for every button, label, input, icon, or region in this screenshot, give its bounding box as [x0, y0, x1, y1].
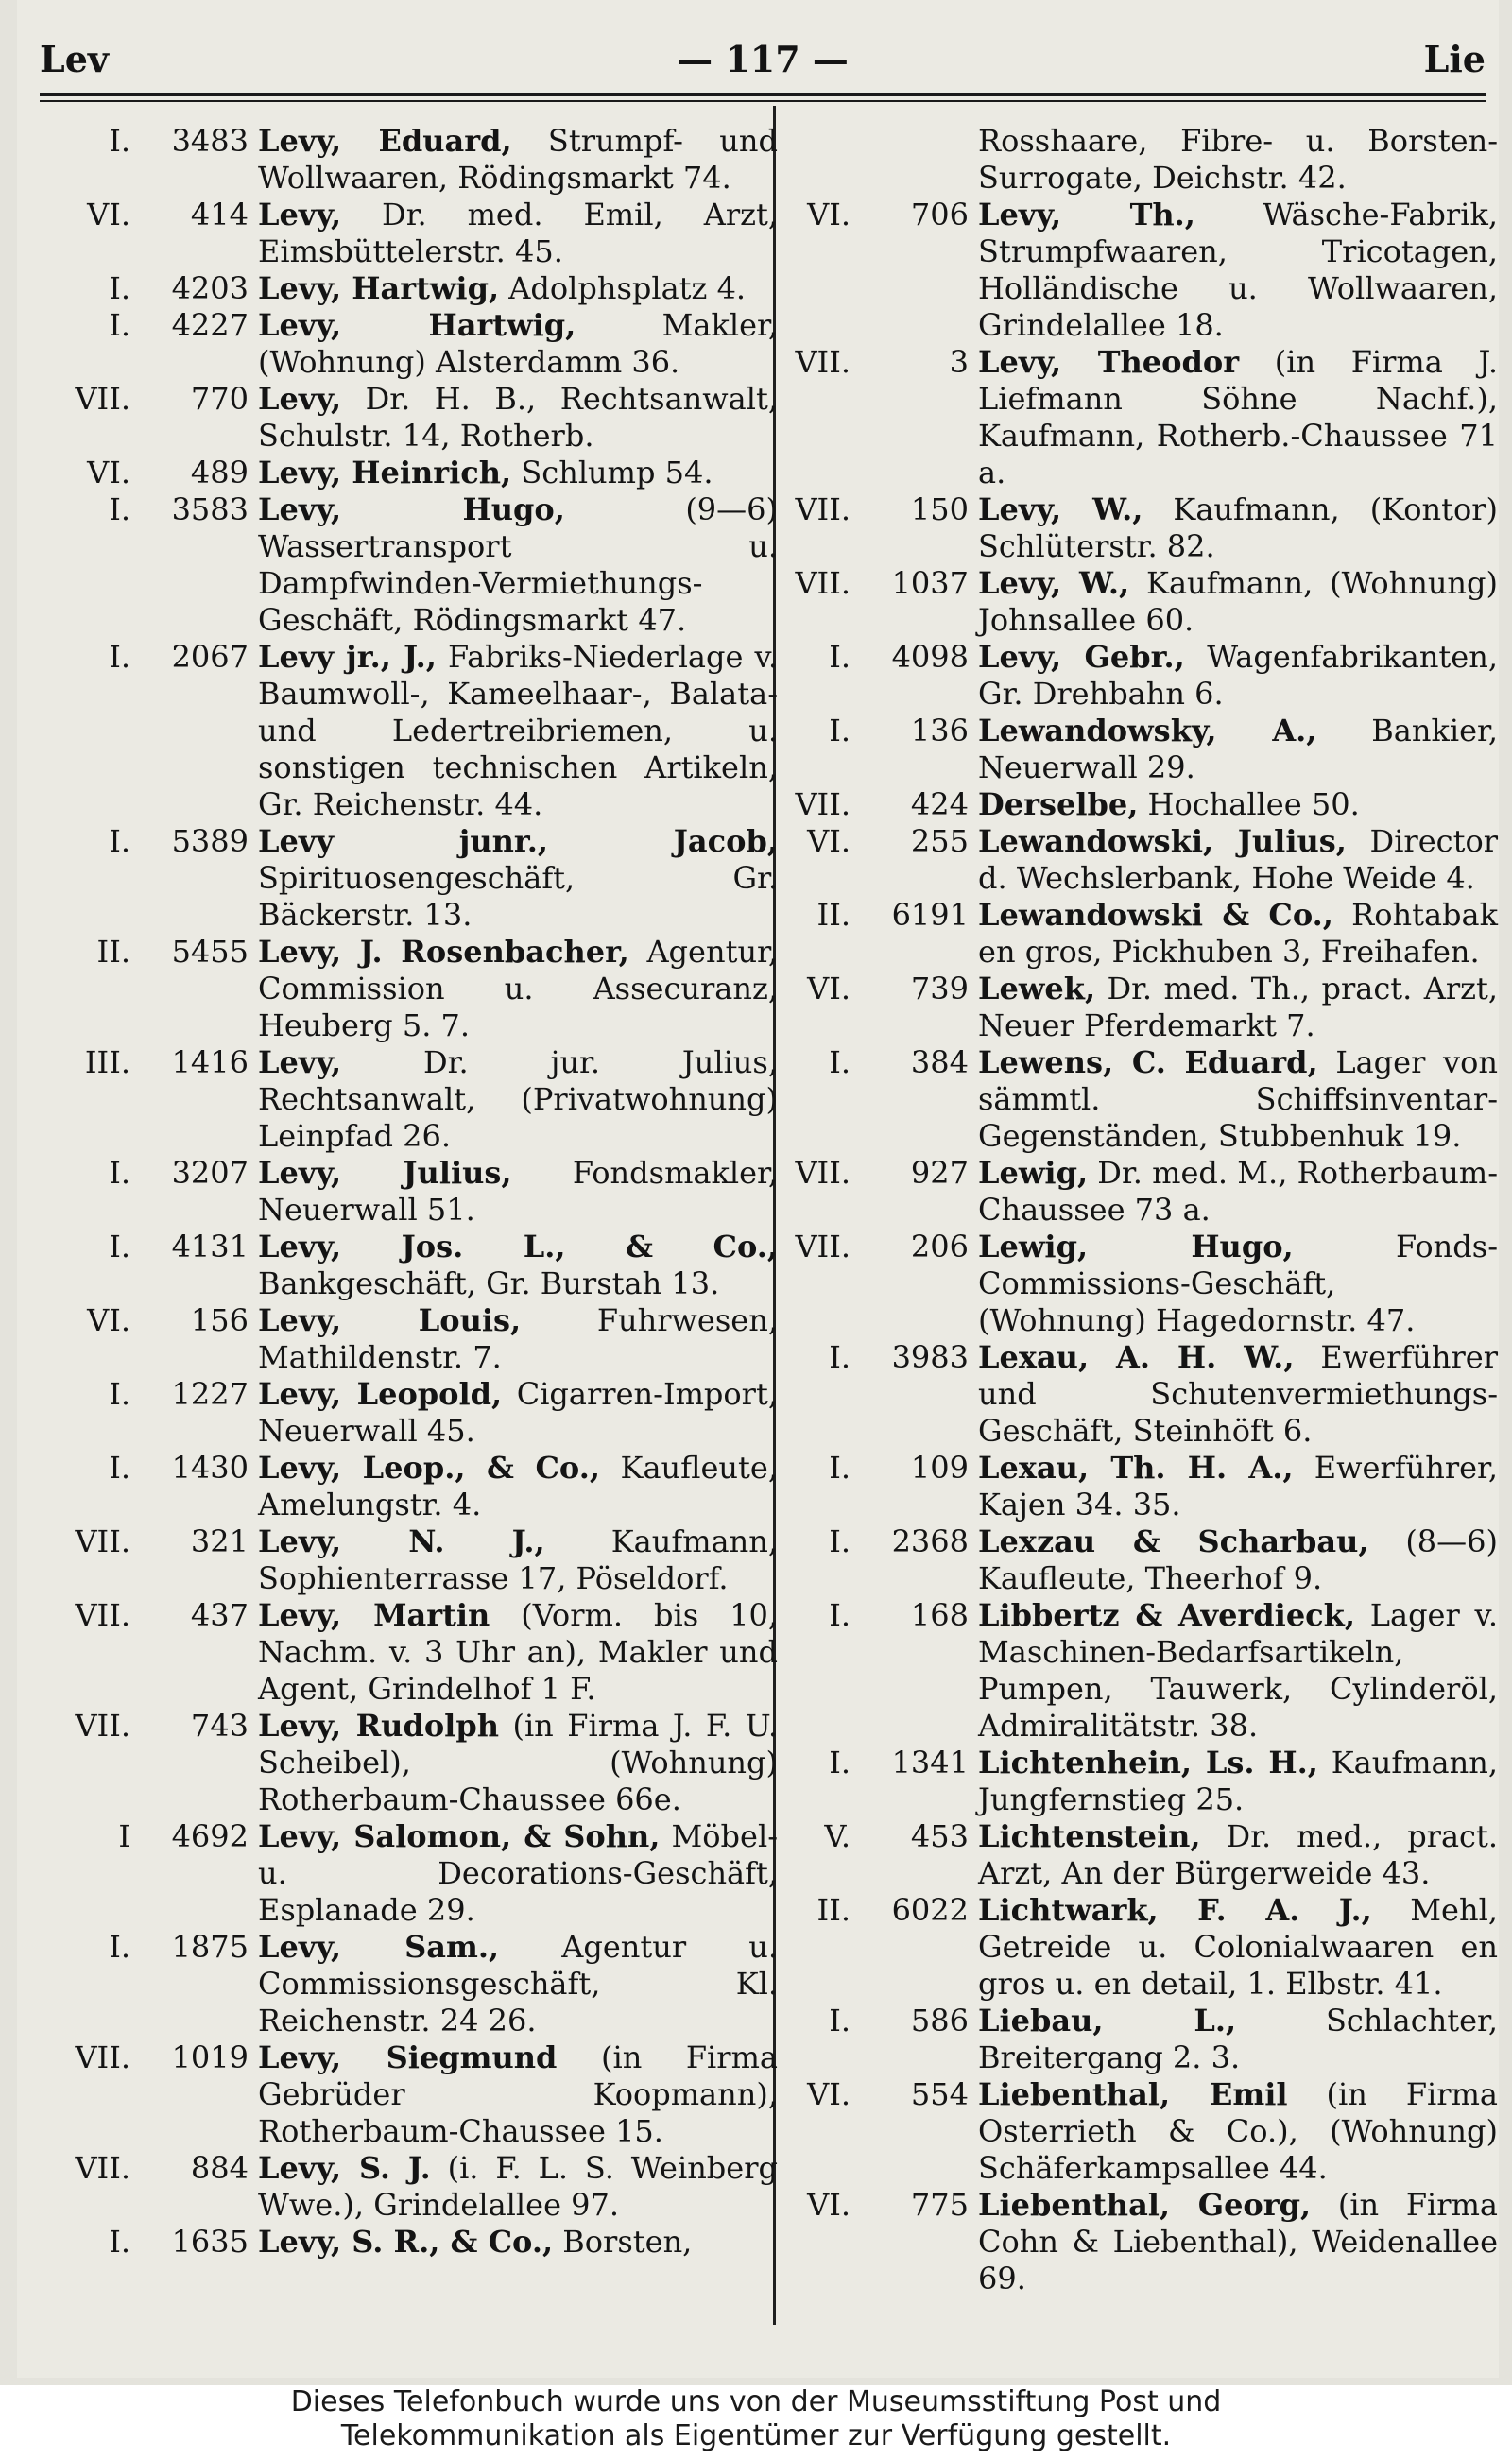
exchange-district: VII.	[795, 344, 850, 380]
directory-entry	[784, 786, 1498, 823]
subscriber-name: Levy, W.,	[978, 565, 1130, 601]
subscriber-details: Kaufmann, Sophienterrasse 17, Pöseldorf.	[258, 1523, 779, 1596]
phone-number: 1430	[171, 1450, 249, 1486]
subscriber-name: Levy, Leop., & Co.,	[258, 1450, 600, 1486]
header-rule-thick	[40, 93, 1486, 96]
entry-text	[978, 639, 1498, 713]
subscriber-details: Mehl, Getreide u. Colonialwaaren en gros u. en detail, 1. Elbstr. 41.	[978, 1892, 1498, 2002]
exchange-district: I.	[109, 1929, 130, 1965]
subscriber-details: Dr. med., pract. Arzt, An der Bürgerweide 43.	[978, 1818, 1498, 1891]
subscriber-name: Levy, Rudolph	[258, 1708, 499, 1744]
subscriber-name: Lexau, Th. H. A.,	[978, 1450, 1294, 1486]
subscriber-name: Levy, Hugo,	[258, 491, 565, 527]
directory-entry	[784, 1339, 1498, 1450]
directory-entry	[784, 713, 1498, 786]
phone-number: 3207	[171, 1155, 249, 1191]
entry-text	[258, 1708, 778, 1818]
header-rule-thin	[40, 100, 1486, 102]
entry-text	[258, 2224, 778, 2261]
subscriber-name: Levy, Th.,	[978, 197, 1195, 232]
subscriber-name: Levy, Julius,	[258, 1155, 512, 1191]
directory-entry	[64, 2039, 778, 2150]
header-right-keyword: Lie	[1423, 38, 1486, 80]
subscriber-name: Levy, Leopold,	[258, 1376, 503, 1412]
entry-text	[978, 123, 1498, 197]
entry-text	[258, 381, 778, 455]
subscriber-details: Wäsche-Fabrik, Strumpfwaaren, Tricotagen, Holländische u. Wollwaaren, Grindelallee 18.	[978, 197, 1498, 343]
entry-text	[978, 823, 1498, 897]
subscriber-name: Levy, Sam.,	[258, 1929, 500, 1965]
entry-text	[258, 639, 778, 823]
directory-entry	[64, 1229, 778, 1302]
entry-text	[258, 270, 778, 307]
directory-entry	[64, 455, 778, 491]
entry-text	[978, 786, 1498, 823]
directory-entry	[64, 1523, 778, 1597]
entry-text	[978, 197, 1498, 344]
phone-number: 4203	[171, 270, 249, 306]
subscriber-name: Levy, Martin	[258, 1597, 490, 1633]
entry-text	[978, 1339, 1498, 1450]
subscriber-name: Lichtenhein, Ls. H.,	[978, 1745, 1318, 1780]
phone-number: 770	[190, 381, 249, 417]
directory-entry	[64, 1155, 778, 1229]
phone-number: 321	[190, 1523, 249, 1559]
entry-text	[978, 1155, 1498, 1229]
entry-text	[978, 971, 1498, 1044]
phone-number: 4131	[171, 1229, 249, 1264]
subscriber-details: Fonds-Commissions-Geschäft, (Wohnung) Hagedornstr. 47.	[978, 1229, 1499, 1338]
phone-number: 1341	[891, 1745, 969, 1780]
subscriber-details: Bankier, Neuerwall 29.	[978, 713, 1499, 785]
directory-entry	[784, 344, 1498, 491]
exchange-district: VII.	[75, 2150, 130, 2186]
exchange-district: I.	[109, 307, 130, 343]
exchange-district: VII.	[75, 1597, 130, 1633]
subscriber-details: Kaufmann, (Kontor) Schlüterstr. 82.	[978, 491, 1499, 564]
entry-text	[978, 713, 1498, 786]
subscriber-details: Fabriks-Niederlage v. Baumwoll-, Kameelhaar-, Balata- und Ledertreibriemen, u. sonstigen technischen Artikeln, Gr. Reichenstr. 44.	[258, 639, 778, 822]
subscriber-name: Derselbe,	[978, 786, 1139, 822]
entry-text	[258, 1450, 778, 1523]
subscriber-name: Levy, J. Rosenbacher,	[258, 934, 629, 970]
entry-text	[258, 491, 778, 639]
subscriber-name: Levy, Theodor	[978, 344, 1240, 380]
phone-number: 489	[190, 455, 249, 490]
exchange-district: I.	[109, 123, 130, 159]
entry-text	[258, 1302, 778, 1376]
phone-number: 136	[910, 713, 969, 748]
entry-text	[978, 1892, 1498, 2003]
subscriber-details: (in Firma Cohn & Liebenthal), Weidenallee 69.	[978, 2187, 1499, 2297]
subscriber-details: Agentur u. Commissionsgeschäft, Kl. Reichenstr. 24 26.	[258, 1929, 778, 2039]
phone-number: 384	[910, 1044, 969, 1080]
directory-entry	[64, 1450, 778, 1523]
directory-entry	[784, 1892, 1498, 2003]
subscriber-name: Lewig,	[978, 1155, 1089, 1191]
phone-number: 168	[910, 1597, 969, 1633]
entry-text	[978, 1597, 1498, 1745]
exchange-district: VII.	[795, 491, 850, 527]
footer-line-1: Dieses Telefonbuch wurde uns von der Museumsstiftung Post und	[290, 2385, 1222, 2418]
subscriber-details: Dr. med. Emil, Arzt, Eimsbüttelerstr. 45.	[258, 197, 778, 269]
phone-number: 109	[910, 1450, 969, 1486]
subscriber-name: Levy, Salomon, & Sohn,	[258, 1818, 661, 1854]
directory-entry	[784, 1818, 1498, 1892]
subscriber-details: (in Firma Gebrüder Koopmann), Rotherbaum-Chaussee 15.	[258, 2039, 779, 2149]
exchange-district: II.	[816, 897, 850, 933]
directory-entry	[784, 971, 1498, 1044]
phone-number: 775	[910, 2187, 969, 2223]
entry-text	[258, 2039, 778, 2150]
entry-text	[258, 1229, 778, 1302]
exchange-district: I.	[829, 1450, 850, 1486]
exchange-district: VI.	[87, 1302, 130, 1338]
subscriber-name: Lewens, C. Eduard,	[978, 1044, 1318, 1080]
directory-entry	[784, 1523, 1498, 1597]
exchange-district: I.	[829, 639, 850, 675]
exchange-district: VII.	[795, 565, 850, 601]
subscriber-details: Schlump 54.	[511, 455, 713, 490]
subscriber-details: Fuhrwesen, Mathildenstr. 7.	[258, 1302, 779, 1375]
subscriber-details: Dr. med. Th., pract. Arzt, Neuer Pferdemarkt 7.	[978, 971, 1498, 1043]
exchange-district: I.	[109, 639, 130, 675]
phone-number: 884	[190, 2150, 249, 2186]
exchange-district: I.	[109, 2224, 130, 2260]
entry-text	[258, 2150, 778, 2224]
subscriber-name: Levy, Eduard,	[258, 123, 512, 159]
exchange-district: I.	[109, 270, 130, 306]
subscriber-details: (i. F. L. S. Weinberg Wwe.), Grindelallee 97.	[258, 2150, 779, 2223]
subscriber-details: (in Firma J. Liefmann Söhne Nachf.), Kaufmann, Rotherb.-Chaussee 71 a.	[978, 344, 1499, 490]
phone-number: 255	[910, 823, 969, 859]
subscriber-name: Levy,	[258, 197, 342, 232]
directory-entry	[784, 2076, 1498, 2187]
directory-entry	[64, 1597, 778, 1708]
subscriber-details: Borsten,	[553, 2224, 693, 2260]
exchange-district: III.	[84, 1044, 130, 1080]
phone-number: 6022	[891, 1892, 969, 1928]
exchange-district: I.	[829, 1523, 850, 1559]
exchange-district: I	[118, 1818, 130, 1854]
subscriber-name: Lewig, Hugo,	[978, 1229, 1294, 1264]
entry-text	[258, 1376, 778, 1450]
subscriber-name: Levy jr., J.,	[258, 639, 437, 675]
subscriber-name: Levy, S. R., & Co.,	[258, 2224, 554, 2260]
subscriber-name: Levy,	[258, 381, 342, 417]
phone-number: 706	[910, 197, 969, 232]
exchange-district: I.	[829, 1597, 850, 1633]
directory-entry	[784, 1044, 1498, 1155]
phone-number: 743	[190, 1708, 249, 1744]
exchange-district: VI.	[807, 971, 850, 1006]
subscriber-details: Cigarren-Import, Neuerwall 45.	[258, 1376, 779, 1449]
subscriber-name: Liebenthal, Emil	[978, 2076, 1288, 2112]
exchange-district: I.	[109, 1229, 130, 1264]
right-column	[784, 123, 1498, 2297]
phone-number: 1635	[171, 2224, 249, 2260]
directory-entry	[64, 2224, 778, 2261]
phone-number: 5389	[171, 823, 249, 859]
subscriber-name: Lewandowski, Julius,	[978, 823, 1347, 859]
subscriber-details: Rosshaare, Fibre- u. Borsten-Surrogate, Deichstr. 42.	[978, 123, 1498, 196]
directory-entry	[784, 2003, 1498, 2076]
phone-number: 414	[190, 197, 249, 232]
phone-number: 4098	[891, 639, 969, 675]
subscriber-name: Lewandowsky, A.,	[978, 713, 1317, 748]
subscriber-name: Lexzau & Scharbau,	[978, 1523, 1369, 1559]
phone-number: 3983	[891, 1339, 969, 1375]
phone-number: 2067	[171, 639, 249, 675]
phone-number: 927	[910, 1155, 969, 1191]
entry-text	[978, 2187, 1498, 2297]
entry-text	[978, 1523, 1498, 1597]
entry-text	[978, 491, 1498, 565]
subscriber-details: Fondsmakler, Neuerwall 51.	[258, 1155, 778, 1228]
exchange-district: VII.	[795, 786, 850, 822]
phone-number: 1416	[171, 1044, 249, 1080]
left-column	[64, 123, 778, 2261]
phone-number: 1875	[171, 1929, 249, 1965]
subscriber-details: Schlachter, Breitergang 2. 3.	[978, 2003, 1499, 2075]
entry-text	[258, 1523, 778, 1597]
entry-text	[258, 1929, 778, 2039]
phone-number: 1227	[171, 1376, 249, 1412]
subscriber-details: Kaufmann, (Wohnung) Johnsallee 60.	[978, 565, 1499, 638]
directory-entry	[784, 897, 1498, 971]
subscriber-details: (9—6) Wassertransport u. Dampfwinden-Vermiethungs-Geschäft, Rödingsmarkt 47.	[258, 491, 779, 638]
exchange-district: VII.	[75, 2039, 130, 2075]
exchange-district: VII.	[75, 1523, 130, 1559]
directory-entry	[784, 1597, 1498, 1745]
subscriber-name: Lewandowski & Co.,	[978, 897, 1333, 933]
directory-entry	[64, 2150, 778, 2224]
phone-number: 586	[910, 2003, 969, 2039]
subscriber-name: Levy, Gebr.,	[978, 639, 1185, 675]
exchange-district: I.	[829, 1044, 850, 1080]
phone-number: 437	[190, 1597, 249, 1633]
page-header	[40, 38, 1486, 80]
subscriber-name: Levy, Hartwig,	[258, 270, 500, 306]
subscriber-details: Strumpf- und Wollwaaren, Rödingsmarkt 74.	[258, 123, 778, 196]
subscriber-details: Hochallee 50.	[1138, 786, 1360, 822]
entry-text	[258, 307, 778, 381]
subscriber-name: Levy, Hartwig,	[258, 307, 576, 343]
phone-number: 2368	[891, 1523, 969, 1559]
phone-number: 6191	[891, 897, 969, 933]
directory-entry	[64, 823, 778, 934]
exchange-district: I.	[829, 1745, 850, 1780]
exchange-district: II.	[96, 934, 130, 970]
subscriber-details: Makler, (Wohnung) Alsterdamm 36.	[258, 307, 778, 380]
footer-line-2: Telekommunikation als Eigentümer zur Verfügung gestellt.	[340, 2419, 1172, 2452]
subscriber-name: Levy,	[258, 1044, 342, 1080]
exchange-district: VI.	[807, 823, 850, 859]
entry-text	[258, 1044, 778, 1155]
directory-entry	[64, 1044, 778, 1155]
exchange-district: I.	[109, 1376, 130, 1412]
entry-text	[978, 1450, 1498, 1523]
entry-text	[978, 344, 1498, 491]
subscriber-details: Adolphsplatz 4.	[499, 270, 747, 306]
entry-text	[978, 1818, 1498, 1892]
subscriber-name: Liebenthal, Georg,	[978, 2187, 1312, 2223]
directory-page	[17, 0, 1499, 2378]
subscriber-details: Director d. Wechslerbank, Hohe Weide 4.	[978, 823, 1499, 896]
entry-text	[258, 934, 778, 1044]
exchange-district: I.	[109, 1450, 130, 1486]
directory-entry	[784, 823, 1498, 897]
directory-entry	[64, 123, 778, 197]
directory-entry	[784, 2187, 1498, 2297]
directory-entry	[64, 1302, 778, 1376]
subscriber-details: Wagenfabrikanten, Gr. Drehbahn 6.	[978, 639, 1499, 712]
exchange-district: VII.	[795, 1229, 850, 1264]
subscriber-details: Dr. med. M., Rotherbaum-Chaussee 73 a.	[978, 1155, 1498, 1228]
exchange-district: VII.	[75, 1708, 130, 1744]
phone-number: 150	[910, 491, 969, 527]
directory-entry	[784, 491, 1498, 565]
phone-number: 739	[910, 971, 969, 1006]
exchange-district: I.	[829, 2003, 850, 2039]
subscriber-name: Levy, Siegmund	[258, 2039, 558, 2075]
phone-number: 156	[190, 1302, 249, 1338]
subscriber-name: Levy, S. J.	[258, 2150, 431, 2186]
phone-number: 424	[910, 786, 969, 822]
directory-entry	[784, 639, 1498, 713]
subscriber-details: Spirituosengeschäft, Gr. Bäckerstr. 13.	[258, 860, 778, 933]
entry-text	[978, 1229, 1498, 1339]
attribution-footer	[0, 2385, 1512, 2460]
entry-text	[258, 455, 778, 491]
subscriber-details: Lager v. Maschinen-Bedarfsartikeln, Pumpen, Tauwerk, Cylinderöl, Admiralitätstr. 38.	[978, 1597, 1498, 1744]
directory-entry	[64, 270, 778, 307]
entry-text	[978, 897, 1498, 971]
exchange-district: I.	[829, 713, 850, 748]
exchange-district: II.	[816, 1892, 850, 1928]
exchange-district: I.	[109, 823, 130, 859]
entry-text	[978, 2003, 1498, 2076]
subscriber-details: Kaufmann, Jungfernstieg 25.	[978, 1745, 1499, 1817]
exchange-district: VII.	[75, 381, 130, 417]
entry-text	[978, 1745, 1498, 1818]
phone-number: 1019	[171, 2039, 249, 2075]
directory-entry	[64, 1818, 778, 1929]
subscriber-name: Liebau, L.,	[978, 2003, 1237, 2039]
subscriber-details: Rohtabak en gros, Pickhuben 3, Freihafen.	[978, 897, 1499, 970]
entry-text	[258, 823, 778, 934]
subscriber-name: Levy, Heinrich,	[258, 455, 512, 490]
directory-entry	[64, 1929, 778, 2039]
exchange-district: VI.	[807, 197, 850, 232]
subscriber-name: Levy, N. J.,	[258, 1523, 545, 1559]
subscriber-name: Lichtwark, F. A. J.,	[978, 1892, 1372, 1928]
directory-entry	[64, 639, 778, 823]
phone-number: 453	[910, 1818, 969, 1854]
subscriber-name: Lexau, A. H. W.,	[978, 1339, 1295, 1375]
subscriber-details: (in Firma J. F. U. Scheibel), (Wohnung) Rotherbaum-Chaussee 66e.	[258, 1708, 779, 1817]
subscriber-details: Agentur, Commission u. Assecuranz, Heuberg 5. 7.	[258, 934, 778, 1043]
directory-entry	[64, 1376, 778, 1450]
entry-text	[978, 2076, 1498, 2187]
subscriber-name: Levy junr., Jacob,	[258, 823, 778, 859]
phone-number: 554	[910, 2076, 969, 2112]
subscriber-details: Kaufleute, Amelungstr. 4.	[258, 1450, 779, 1522]
phone-number: 3	[949, 344, 969, 380]
directory-entry	[784, 123, 1498, 197]
subscriber-name: Libbertz & Averdieck,	[978, 1597, 1355, 1633]
subscriber-details: (8—6) Kaufleute, Theerhof 9.	[978, 1523, 1499, 1596]
directory-entry	[784, 1155, 1498, 1229]
entry-text	[258, 1597, 778, 1708]
subscriber-details: Möbel- u. Decorations-Geschäft, Esplanade 29.	[258, 1818, 778, 1928]
subscriber-name: Levy, Jos. L., & Co.,	[258, 1229, 778, 1264]
directory-entry	[784, 1450, 1498, 1523]
phone-number: 3483	[171, 123, 249, 159]
subscriber-details: Ewerführer und Schutenvermiethungs-Geschäft, Steinhöft 6.	[978, 1339, 1499, 1449]
subscriber-name: Lewek,	[978, 971, 1096, 1006]
directory-entry	[784, 1745, 1498, 1818]
subscriber-name: Levy, Louis,	[258, 1302, 522, 1338]
exchange-district: I.	[829, 1339, 850, 1375]
entry-text	[258, 1155, 778, 1229]
exchange-district: V.	[824, 1818, 850, 1854]
subscriber-details: Ewerführer, Kajen 34. 35.	[978, 1450, 1499, 1522]
subscriber-details: Lager von sämmtl. Schiffsinventar-Gegenständen, Stubbenhuk 19.	[978, 1044, 1498, 1154]
directory-entry	[64, 381, 778, 455]
exchange-district: VII.	[795, 1155, 850, 1191]
entry-text	[258, 1818, 778, 1929]
subscriber-details: Dr. H. B., Rechtsanwalt, Schulstr. 14, Rotherb.	[258, 381, 778, 454]
directory-entry	[64, 197, 778, 270]
subscriber-details: (Vorm. bis 10, Nachm. v. 3 Uhr an), Makler und Agent, Grindelhof 1 F.	[258, 1597, 779, 1707]
subscriber-name: Lichtenstein,	[978, 1818, 1201, 1854]
entry-text	[258, 197, 778, 270]
exchange-district: VI.	[807, 2187, 850, 2223]
phone-number: 206	[910, 1229, 969, 1264]
subscriber-details: (in Firma Osterrieth & Co.), (Wohnung) Schäferkampsallee 44.	[978, 2076, 1499, 2186]
header-left-keyword: Lev	[40, 38, 109, 80]
exchange-district: VI.	[807, 2076, 850, 2112]
entry-text	[978, 565, 1498, 639]
phone-number: 4227	[171, 307, 249, 343]
exchange-district: VI.	[87, 455, 130, 490]
phone-number: 1037	[891, 565, 969, 601]
directory-entry	[64, 491, 778, 639]
subscriber-details: Dr. jur. Julius, Rechtsanwalt, (Privatwohnung) Leinpfad 26.	[258, 1044, 778, 1154]
directory-entry	[784, 197, 1498, 344]
exchange-district: I.	[109, 1155, 130, 1191]
exchange-district: VI.	[87, 197, 130, 232]
directory-entry	[784, 565, 1498, 639]
phone-number: 5455	[171, 934, 249, 970]
page-number: — 117 —	[677, 38, 849, 80]
directory-entry	[64, 934, 778, 1044]
phone-number: 4692	[171, 1818, 249, 1854]
directory-entry	[784, 1229, 1498, 1339]
entry-text	[258, 123, 778, 197]
exchange-district: I.	[109, 491, 130, 527]
directory-entry	[64, 307, 778, 381]
subscriber-name: Levy, W.,	[978, 491, 1143, 527]
entry-text	[978, 1044, 1498, 1155]
subscriber-details: Bankgeschäft, Gr. Burstah 13.	[258, 1265, 720, 1301]
phone-number: 3583	[171, 491, 249, 527]
directory-entry	[64, 1708, 778, 1818]
